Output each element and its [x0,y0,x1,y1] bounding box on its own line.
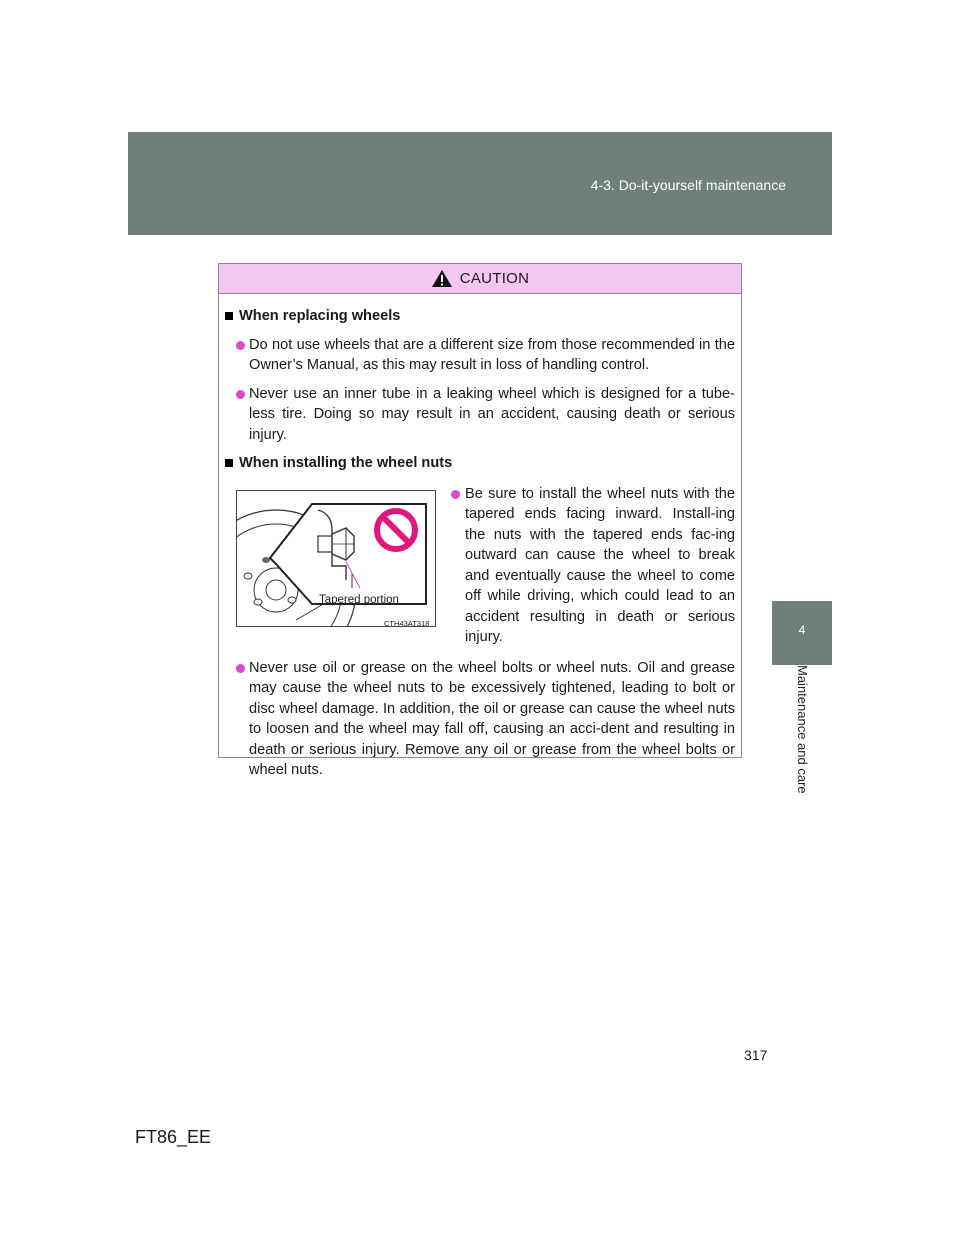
list-item: Never use oil or grease on the wheel bolts or wheel nuts. Oil and grease may cause the wheel nuts to be excessively tightened, leading to bolt or disc wheel damage. In addition, the oil or grease can cause the wheel nuts to loosen and the wheel may fall off, causing an acci-dent and resulting in death or serious injury. Remove any oil or grease from the wheel bolts or wheel nuts. [225,658,735,781]
square-bullet-icon [225,312,233,320]
header-band [128,132,832,235]
install-figure-row [225,484,735,656]
caution-box [218,263,742,778]
bullet-dot-icon [451,490,460,499]
bullet-dot-icon [236,341,245,350]
caution-title: CAUTION [459,270,530,287]
bullet-dot-icon [236,664,245,673]
figure-code: CTH43AT318 [384,618,430,628]
document-code: FT86_EE [135,1127,212,1147]
chapter-label [772,665,832,795]
install-instructions [436,484,735,656]
chapter-tab[interactable] [772,601,832,665]
list-item: Be sure to install the wheel nuts with the tapered ends facing inward. Install-ing the nuts with the tapered ends fac-ing outward can cause the wheel to break and eventually cause the wheel to come off while driving, which could lead to an accident resulting in death or serious injury. [451,484,735,648]
bullet-dot-icon [236,390,245,399]
square-bullet-icon [225,459,233,467]
section-heading-replacing: When replacing wheels [225,306,735,327]
page-number: 317 [744,1047,768,1063]
wheel-nut-illustration [236,490,436,627]
list-item: Do not use wheels that are a different size from those recommended in the Owner’s Manual, as this may result in loss of handling control. [225,335,735,376]
caution-header [219,264,741,294]
warning-icon [431,269,453,288]
figure-label: Tapered portion [319,593,399,606]
caution-body [219,294,741,781]
section-heading-installing: When installing the wheel nuts [225,453,735,474]
list-item: Never use an inner tube in a leaking wheel which is designed for a tube-less tire. Doing so may result in an accident, causing death or serious injury. [225,384,735,446]
chapter-number: 4 [798,623,806,637]
section-title: 4-3. Do-it-yourself maintenance [590,177,786,193]
chapter-label-text: Maintenance and care [795,665,810,794]
